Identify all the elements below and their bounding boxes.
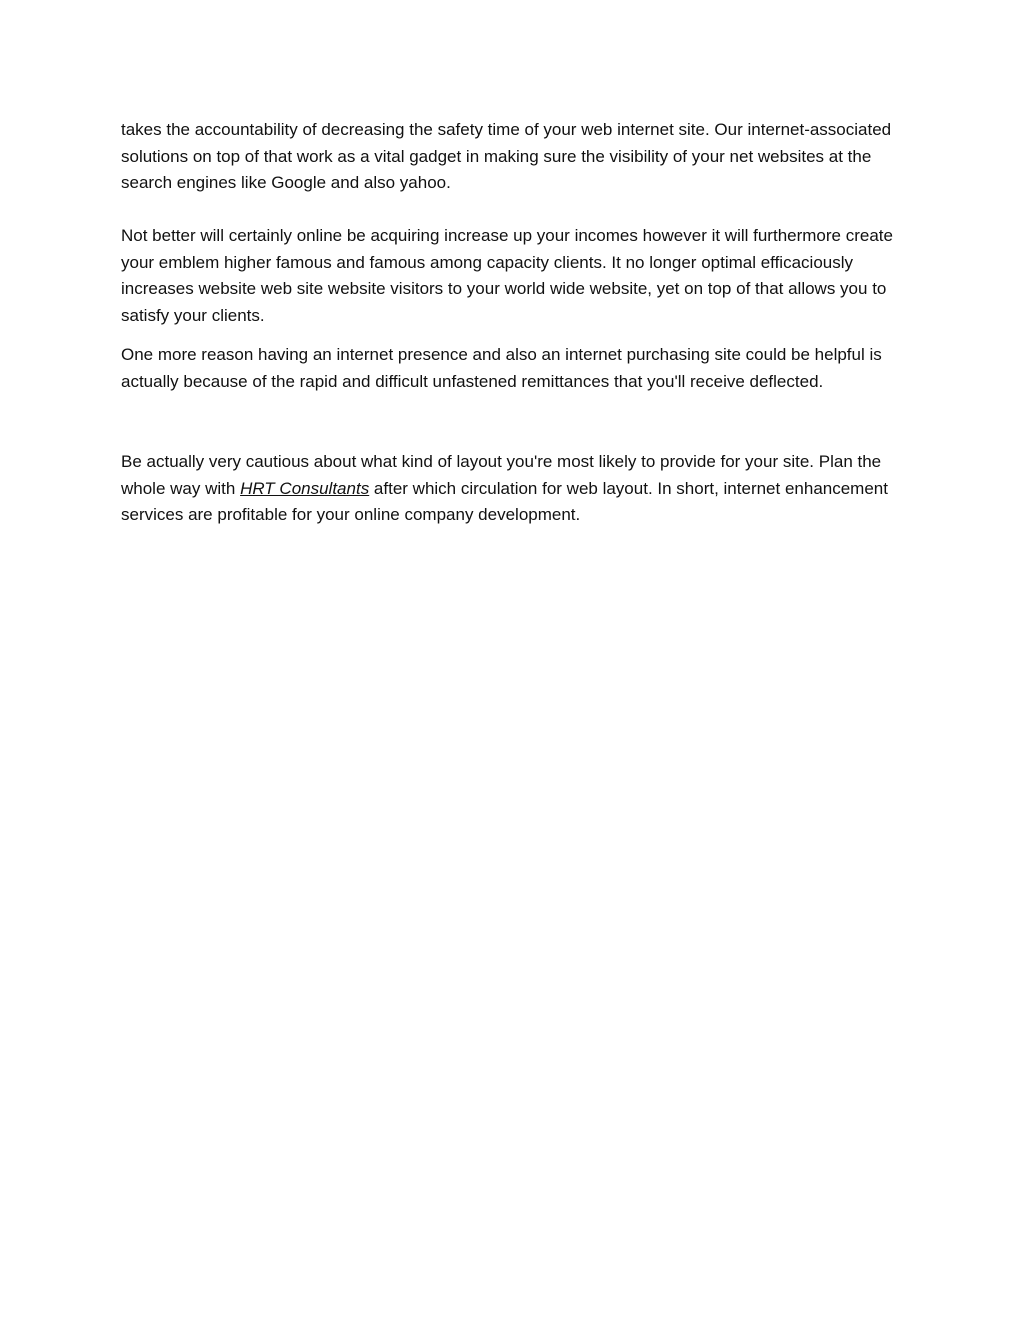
paragraph-1: takes the accountability of decreasing the safety time of your web internet site. Our internet-associated solutions on top of that work as a vital gadget in making sure the visibility of your net websites at the search engines like Google and also yahoo.	[121, 120, 892, 193]
hrt-consultants-link[interactable]: HRT Consultants	[240, 478, 370, 498]
paragraph-2: Not better will certainly online be acquiring increase up your incomes however it will furthermore create your emblem higher famous and famous among capacity clients. It no longer optimal efficaciously increases website web site website visitors to your world wide website, yet on top of that allows you to satisfy your clients.	[121, 226, 893, 325]
paragraph-4-text-before-link: Be actually very cautious about what kind of layout you're most likely to provide for your site. Plan the whole way with	[121, 452, 882, 498]
paragraph-4	[121, 449, 911, 529]
paragraph-4-text-after-link: after which circulation for web layout. In short, internet enhancement services are profitable for your online company development.	[121, 478, 888, 525]
paragraph-3: One more reason having an internet presence and also an internet purchasing site could be helpful is actually because of the rapid and difficult unfastened remittances that you'll receive deflected.	[121, 345, 882, 391]
